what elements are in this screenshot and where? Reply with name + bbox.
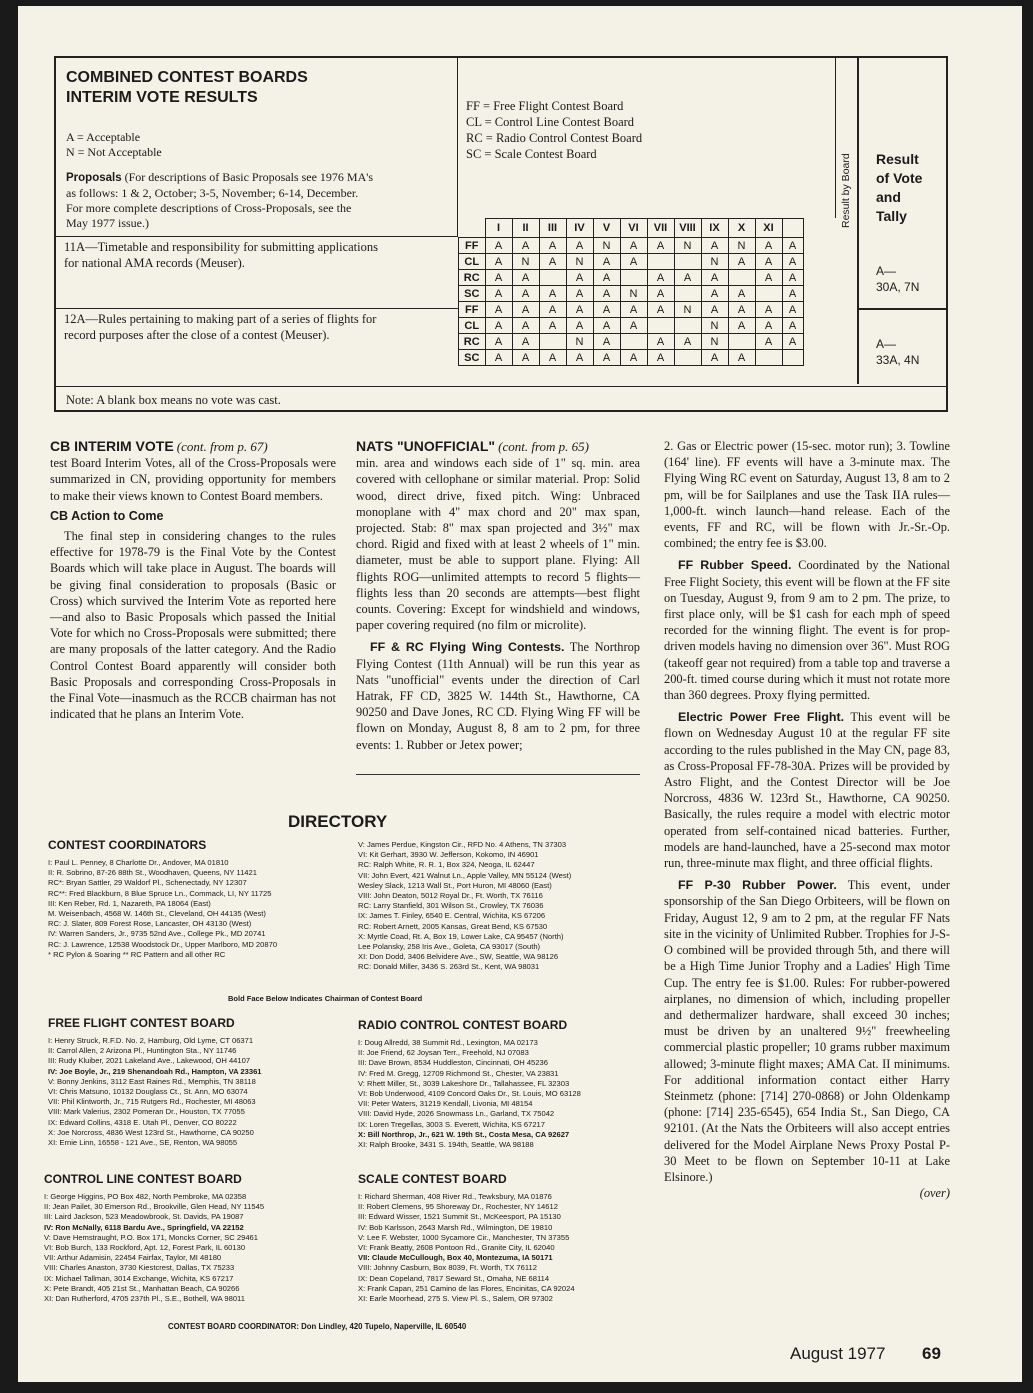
- directory-entry: II: R. Sobrino, 87-26 88th St., Woodhaven, Queens, NY 11421: [48, 868, 257, 878]
- scale-heading: SCALE CONTEST BOARD: [358, 1172, 507, 1186]
- vote-cell: N: [674, 238, 701, 254]
- vote-row: [459, 302, 804, 318]
- proposal-12a: [56, 308, 458, 386]
- vote-cell: N: [620, 286, 647, 302]
- vote-cell: A: [647, 334, 674, 350]
- tally-12a: A— 33A, 4N: [876, 337, 920, 367]
- vote-cell: A: [620, 238, 647, 254]
- directory-entry: Lee Polansky, 258 Iris Ave., Goleta, CA 93017 (South): [358, 942, 541, 952]
- directory-entry: II: Jean Pailet, 30 Emerson Rd., Brookville, Glen Head, NY 11545: [44, 1202, 265, 1212]
- vote-row: [459, 238, 804, 254]
- votes-header-row: [459, 219, 804, 238]
- board-label: CL: [459, 318, 486, 334]
- vote-cell: N: [512, 254, 539, 270]
- article-cb-interim: [50, 438, 336, 722]
- directory-entry: VII: Arthur Adamisin, 22454 Fairfax, Taylor, MI 48180: [44, 1253, 222, 1263]
- vote-cell: [539, 270, 566, 286]
- vote-cell: A: [512, 318, 539, 334]
- vote-cell: N: [566, 254, 593, 270]
- vote-cell: A: [539, 318, 566, 334]
- vote-cell: A: [512, 334, 539, 350]
- directory-entry: V: James Perdue, Kingston Cir., RFD No. 4 Athens, TN 37303: [358, 840, 567, 849]
- vote-row: [459, 270, 804, 286]
- vote-cell: A: [647, 270, 674, 286]
- directory-entry: III: Rudy Kluiber, 2021 Lakeland Ave., Lakewood, OH 44107: [48, 1056, 251, 1066]
- directory-entry: VII: John Evert, 421 Walnut Ln., Apple Valley, MN 55124 (West): [358, 870, 572, 880]
- directory-entry: VI: Chris Matsuno, 10132 Douglass Ct., St. Ann, MO 63074: [48, 1087, 248, 1097]
- bold-face-note: Bold Face Below Indicates Chairman of Contest Board: [228, 994, 423, 1003]
- board-label: SC: [459, 286, 486, 302]
- directory-entry: XI: Earle Moorhead, 275 S. View Pl. S., Salem, OR 97302: [358, 1294, 553, 1304]
- vote-cell: [647, 254, 674, 270]
- electric-power-paragraph: Electric Power Free Flight. This event will be flown on Wednesday August 10 at the regular FF site according to the rules published in the May CN, page 83, as Cross-Proposal FF-78-30A. Prizes will be provided by Astro Flight, and the Contest Director will be Joe Norcross, 4836 W. 123rd St., Hawthorne, CA 90250. Basically, the rules require a model with electric motor operated from self-contained nicad batteries. Further, models are hand-launched, have a 25-second max motor run, three-minute max flight, and three official flights.: [664, 710, 950, 871]
- over-label: (over): [919, 1186, 950, 1201]
- vote-cell: [539, 334, 566, 350]
- proposals-text-4: May 1977 issue.): [66, 216, 149, 230]
- vote-cell: A: [755, 270, 782, 286]
- directory-entry: IV: Bob Karlsson, 2643 Marsh Rd., Wilmington, DE 19810: [358, 1222, 553, 1232]
- vote-cell: A: [566, 270, 593, 286]
- vote-cell: A: [593, 350, 620, 366]
- column-header: II: [512, 219, 539, 238]
- vote-cell: A: [728, 318, 755, 334]
- table-title-line2: INTERIM VOTE RESULTS: [66, 89, 258, 106]
- board-result-cell: A: [782, 270, 803, 286]
- board-label: CL: [459, 254, 486, 270]
- vote-cell: [620, 334, 647, 350]
- vote-cell: A: [674, 270, 701, 286]
- vote-cell: A: [701, 238, 728, 254]
- contest-coordinators-heading: CONTEST COORDINATORS: [48, 838, 207, 852]
- directory-entry: RC: Ralph White, R. R. 1, Box 324, Neoga, IL 62447: [358, 860, 535, 870]
- directory-entry: I: Paul L. Penney, 8 Charlotte Dr., Andover, MA 01810: [48, 858, 229, 867]
- directory-entry: X: Bill Northrop, Jr., 621 W. 19th St., Costa Mesa, CA 92627: [358, 1129, 570, 1139]
- vote-cell: N: [701, 334, 728, 350]
- directory-entry: III: Edward Wisser, 1521 Summit St., McKeesport, PA 15130: [358, 1212, 561, 1222]
- scale-list: [358, 1192, 658, 1304]
- vote-cell: A: [593, 286, 620, 302]
- vote-cell: A: [674, 334, 701, 350]
- directory-entry: V: Lee F. Webster, 1000 Sycamore Cir., Manchester, TN 37355: [358, 1232, 570, 1242]
- votes-grid: [458, 218, 804, 366]
- board-label: RC: [459, 270, 486, 286]
- rubber-speed-paragraph: FF Rubber Speed. Coordinated by the National Free Flight Society, this event will be flown at the FF site on Tuesday, August 9, from 9 am to 2 pm. The prize, to first place only, will be $1 cash for each mph of speed recorded for the winning flight. The event is for prop-driven models having no dimension over 36". Must ROG (takeoff gear not required) from a table top and traverse a 200-ft. timed course during which it must not rotate more than 360 degrees. Proxy flying permitted.: [664, 558, 950, 703]
- column-header: VI: [620, 219, 647, 238]
- vote-cell: N: [593, 238, 620, 254]
- result-tally-header: Result of Vote and Tally: [876, 151, 923, 224]
- vote-cell: A: [512, 350, 539, 366]
- directory-entry: I: Doug Allredd, 38 Summit Rd., Lexington, MA 02173: [358, 1038, 538, 1047]
- legend-not-acceptable: N = Not Acceptable: [66, 145, 162, 159]
- vote-cell: A: [512, 286, 539, 302]
- vote-cell: A: [512, 302, 539, 318]
- directory-entry: II: Robert Clemens, 95 Shoreway Dr., Rochester, NY 14612: [358, 1202, 558, 1212]
- directory-entry: * RC Pylon & Soaring ** RC Pattern and all other RC: [48, 949, 226, 959]
- directory-entry: III: Laird Jackson, 523 Meadowbrook, St. Davids, PA 19087: [44, 1212, 244, 1222]
- column-header: VIII: [674, 219, 701, 238]
- vote-cell: A: [485, 286, 512, 302]
- vote-cell: [728, 270, 755, 286]
- column-header: VII: [647, 219, 674, 238]
- board-legend: [458, 58, 836, 218]
- directory-entry: VI: Kit Gerhart, 3930 W. Jefferson, Kokomo, IN 46901: [358, 850, 539, 860]
- vote-cell: A: [512, 270, 539, 286]
- directory-title: DIRECTORY: [288, 812, 388, 831]
- result-by-board-label: Result by Board: [840, 153, 852, 228]
- vote-cell: A: [593, 302, 620, 318]
- footer-date: August 1977: [790, 1344, 886, 1363]
- directory-entry: VIII: David Hyde, 2026 Snowmass Ln., Garland, TX 75042: [358, 1109, 555, 1119]
- vote-cell: A: [593, 334, 620, 350]
- vote-cell: A: [620, 254, 647, 270]
- directory-entry: X: Myrtle Coad, Rt. A, Box 19, Lower Lake, CA 95457 (North): [358, 931, 564, 941]
- vote-cell: A: [566, 318, 593, 334]
- proposals-text-3: For more complete descriptions of Cross-Proposals, see the: [66, 201, 352, 215]
- vote-cell: A: [647, 286, 674, 302]
- vote-cell: [674, 318, 701, 334]
- article-nats-unofficial: [356, 438, 640, 753]
- directory-entry: I: George Higgins, PO Box 482, North Pembroke, MA 02358: [44, 1192, 247, 1201]
- directory-entry: IV: Ron McNally, 6118 Bardu Ave., Springfield, VA 22152: [44, 1222, 244, 1232]
- vote-cell: N: [728, 238, 755, 254]
- directory-entry: X: Pete Brandt, 405 21st St., Manhattan Beach, CA 90266: [44, 1283, 240, 1293]
- radio-control-heading: RADIO CONTROL CONTEST BOARD: [358, 1018, 568, 1032]
- article-right-column: [664, 438, 950, 1201]
- directory-entry: XI: Dan Rutherford, 4705 237th Pl., S.E., Bothell, WA 98011: [44, 1294, 245, 1304]
- vote-cell: A: [701, 270, 728, 286]
- proposal-12a-line1: 12A—Rules pertaining to making part of a series of flights for: [64, 312, 377, 326]
- vote-cell: A: [647, 302, 674, 318]
- vote-cell: A: [593, 254, 620, 270]
- vote-cell: N: [566, 334, 593, 350]
- vote-cell: [674, 254, 701, 270]
- directory-entry: V: Bonny Jenkins, 3112 East Raines Rd., Memphis, TN 38118: [48, 1076, 256, 1086]
- directory-entry: VI: Frank Beatty, 2608 Pontoon Rd., Granite City, IL 62040: [358, 1243, 555, 1253]
- vote-cell: A: [485, 270, 512, 286]
- vote-cell: A: [728, 350, 755, 366]
- vote-cell: N: [701, 318, 728, 334]
- board-result-cell: [782, 350, 803, 366]
- vote-cell: A: [566, 302, 593, 318]
- directory-entry: V: Dave Hemstraught, P.O. Box 171, Moncks Corner, SC 29461: [44, 1232, 258, 1242]
- vote-results-table: [54, 56, 948, 412]
- directory-entry: IV: Warren Sanders, Jr., 9735 52nd Ave., College Pk., MD 20741: [48, 929, 266, 939]
- vote-row: [459, 254, 804, 270]
- vote-cell: A: [485, 334, 512, 350]
- vote-cell: [620, 270, 647, 286]
- cb-paragraph-2: The final step in considering changes to the rules effective for 1978-79 is the Final Vote by the Contest Boards which will take place in August. The boards will be giving final consideration to proposals (Basic or Cross) which survived the Interim Vote as reported here—and also to Basic Proposals which passed the Initial Vote for which no Cross-Proposals were submitted; there are many proposals of the latter category. And the Radio Control Contest Board apparently will consider both Basic Proposals and corresponding Cross-Proposals in the Final Vote—inasmuch as the RCCB chairman has not indicated that he plans an Interim Vote.: [50, 529, 336, 722]
- legend-sc: SC = Scale Contest Board: [466, 147, 597, 161]
- vote-row: [459, 350, 804, 366]
- board-result-cell: A: [782, 318, 803, 334]
- vote-cell: A: [512, 238, 539, 254]
- directory-entry: VI: Bob Underwood, 4109 Concord Oaks Dr., St. Louis, MO 63128: [358, 1089, 581, 1099]
- vote-cell: A: [728, 286, 755, 302]
- directory-entry: II: Joe Friend, 62 Joysan Terr., Freehold, NJ 07083: [358, 1048, 529, 1058]
- vote-cell: A: [701, 286, 728, 302]
- directory-entry: V: Rhett Miller, St., 3039 Lakeshore Dr., Tallahassee, FL 32303: [358, 1078, 570, 1088]
- proposals-text-2: as follows: 1 & 2, October; 3-5, November; 6-14, December.: [66, 186, 359, 200]
- proposal-12a-line2: record purposes after the close of a contest (Meuser).: [64, 328, 330, 342]
- vote-cell: A: [539, 350, 566, 366]
- vote-cell: A: [539, 302, 566, 318]
- directory-entry: VII: Claude McCullough, Box 40, Montezuma, IA 50171: [358, 1253, 553, 1263]
- vote-cell: A: [485, 254, 512, 270]
- nats-paragraph-1: min. area and windows each side of 1" sq. min. area covered with cellophane or similar material. Prop: Solid wood, direct drive, fixed pitch. Wing: Unbraced monoplane with 4" max chord and 20" max span, projected. Stab: 8" max span projected and 3½" max chord. Rigid and fixed with at least 2 wheels of 1" min. diameter, must be able to support plane. Flying: All flights ROG—unlimited attempts to record 5 flights—flights less than 20 seconds are attempts—best flight counts. Covering: Except for windshield and windows, paper covering required (no film or microlite).: [356, 456, 640, 633]
- control-line-heading: CONTROL LINE CONTEST BOARD: [44, 1172, 242, 1186]
- cb-heading: CB INTERIM VOTE (cont. from p. 67): [50, 438, 268, 454]
- board-result-cell: A: [782, 334, 803, 350]
- directory-entry: XI: Don Dodd, 3406 Belvidere Ave., SW, Seattle, WA 98126: [358, 952, 559, 962]
- vote-cell: A: [485, 238, 512, 254]
- vote-cell: [755, 286, 782, 302]
- vote-cell: A: [593, 318, 620, 334]
- vote-cell: A: [755, 334, 782, 350]
- directory-entry: VII: Phil Klintworth, Jr., 715 Rutgers Rd., Rochester, MI 48063: [48, 1097, 256, 1107]
- proposal-11a-line1: 11A—Timetable and responsibility for submitting applications: [64, 240, 378, 254]
- radio-control-list: [358, 1038, 658, 1150]
- proposals-text-1: (For descriptions of Basic Proposals see 1976 MA's: [124, 170, 374, 184]
- directory-entry: M. Weisenbach, 4568 W. 146th St., Cleveland, OH 44135 (West): [48, 909, 266, 919]
- vote-cell: A: [755, 318, 782, 334]
- legend-acceptable: A = Acceptable: [66, 130, 141, 144]
- legend-cl: CL = Control Line Contest Board: [466, 115, 635, 129]
- vote-cell: [674, 350, 701, 366]
- board-label: FF: [459, 238, 486, 254]
- free-flight-list: [48, 1036, 354, 1148]
- directory-entry: X: Joe Norcross, 4836 West 123rd St., Hawthorne, CA 90250: [48, 1127, 254, 1137]
- directory-entry: X: Frank Capan, 251 Camino de las Flores, Encinitas, CA 92024: [358, 1283, 575, 1293]
- vote-cell: A: [566, 350, 593, 366]
- vote-cell: A: [647, 350, 674, 366]
- page-number: 69: [922, 1344, 941, 1363]
- directory-entry: RC*: Bryan Sattler, 29 Waldorf Pl., Schenectady, NY 12307: [48, 878, 247, 888]
- contest-coordinators-right: [358, 840, 658, 973]
- directory-entry: RC: J. Lawrence, 12538 Woodstock Dr., Upper Marlboro, MD 20870: [48, 939, 278, 949]
- vote-cell: A: [539, 238, 566, 254]
- coordinator-line: CONTEST BOARD COORDINATOR: Don Lindley, 420 Tupelo, Naperville, IL 60540: [168, 1322, 467, 1331]
- vote-cell: [755, 350, 782, 366]
- directory-entry: VIII: Charles Anaston, 3730 Kiestcrest, Dallas, TX 75233: [44, 1263, 235, 1273]
- column-header: V: [593, 219, 620, 238]
- control-line-list: [44, 1192, 354, 1304]
- table-title-line1: COMBINED CONTEST BOARDS: [66, 69, 308, 86]
- vote-cell: A: [485, 350, 512, 366]
- directory-entry: XI: Ernie Linn, 16558 - 121 Ave., SE, Renton, WA 98055: [48, 1138, 238, 1148]
- vote-row: [459, 286, 804, 302]
- vote-cell: A: [593, 270, 620, 286]
- vote-cell: [674, 286, 701, 302]
- right-paragraph-0: 2. Gas or Electric power (15-sec. motor run); 3. Towline (164' line). FF events will have a 3-minute max. The Flying Wing RC event on Saturday, August 13, 8 am to 2 pm, will be for Sailplanes and use the Task IIA rules—1,000-ft. winch launch—hand release. Each of the events, FF and RC, will be flown with Jr.-Sr.-Op. combined; the entry fee is $3.00.: [664, 439, 950, 551]
- column-header: III: [539, 219, 566, 238]
- column-header: IX: [701, 219, 728, 238]
- vote-cell: A: [566, 238, 593, 254]
- table-note: Note: A blank box means no vote was cast.: [56, 386, 946, 412]
- board-result-cell: A: [782, 302, 803, 318]
- vote-cell: A: [620, 350, 647, 366]
- directory-entry: RC: Donald Miller, 3436 S. 263rd St., Kent, WA 98031: [358, 962, 540, 972]
- directory-entry: RC**: Fred Blackburn, 8 Blue Spruce Ln., Commack, LI, NY 11725: [48, 888, 272, 898]
- cb-paragraph-1: test Board Interim Votes, all of the Cross-Proposals were summarized in CN, providing opportunity for members to make their views known to Contest Board members.: [50, 456, 336, 503]
- board-label: FF: [459, 302, 486, 318]
- vote-cell: A: [539, 254, 566, 270]
- nats-heading: NATS "UNOFFICIAL" (cont. from p. 65): [356, 438, 589, 454]
- column-header: I: [485, 219, 512, 238]
- board-label: RC: [459, 334, 486, 350]
- vote-cell: A: [620, 302, 647, 318]
- directory-entry: RC: J. Slater, 809 Forest Rose, Lancaster, OH 43130 (West): [48, 919, 252, 929]
- column-header: IV: [566, 219, 593, 238]
- proposal-11a-line2: for national AMA records (Meuser).: [64, 256, 245, 270]
- directory-entry: I: Henry Struck, R.F.D. No. 2, Hamburg, Old Lyme, CT 06371: [48, 1036, 254, 1045]
- magazine-page: [18, 6, 1022, 1382]
- vote-cell: A: [620, 318, 647, 334]
- vote-cell: [647, 318, 674, 334]
- free-flight-heading: FREE FLIGHT CONTEST BOARD: [48, 1016, 235, 1030]
- directory-entry: II: Carrol Allen, 2 Arizona Pl., Huntington Sta., NY 11746: [48, 1046, 237, 1056]
- vote-cell: A: [755, 238, 782, 254]
- vote-cell: A: [485, 302, 512, 318]
- directory-entry: RC: Robert Arnett, 2005 Kansas, Great Bend, KS 67530: [358, 921, 548, 931]
- contest-coordinators-left: [48, 858, 354, 960]
- directory-entry: IX: Dean Copeland, 7817 Seward St., Omaha, NE 68114: [358, 1273, 550, 1283]
- directory-entry: VIII: Mark Valerius, 2302 Pomeran Dr., Houston, TX 77055: [48, 1107, 245, 1117]
- vote-cell: A: [728, 302, 755, 318]
- directory-entry: VIII: John Deaton, 5012 Royal Dr., Ft. Worth, TX 76116: [358, 891, 543, 901]
- proposals-label: Proposals: [66, 172, 122, 184]
- column-header: XI: [755, 219, 782, 238]
- cb-subhead: CB Action to Come: [50, 508, 164, 523]
- directory-entry: RC: Larry Stanfield, 301 Wilson St., Crowley, TX 76036: [358, 901, 544, 911]
- board-result-cell: A: [782, 286, 803, 302]
- vote-row: [459, 334, 804, 350]
- directory-entry: VIII: Johnny Casburn, Box 8039, Ft. Worth, TX 76112: [358, 1263, 537, 1273]
- vote-cell: A: [701, 302, 728, 318]
- vote-cell: A: [755, 254, 782, 270]
- directory-entry: Wesley Slack, 1213 Wall St., Port Huron, MI 48060 (East): [358, 880, 552, 890]
- vote-cell: A: [647, 238, 674, 254]
- board-result-cell: A: [782, 254, 803, 270]
- directory-entry: IV: Joe Boyle, Jr., 219 Shenandoah Rd., Hampton, VA 23361: [48, 1066, 262, 1076]
- directory-entry: III: Ken Reber, Rd. 1, Nazareth, PA 18064 (East): [48, 898, 211, 908]
- nats-paragraph-2: FF & RC Flying Wing Contests. The Northrop Flying Contest (11th Annual) will be run this year as Nats "unofficial" events under the direction of Carl Hatrak, FF CD, 3825 W. 144th St., Hawthorne, CA 90250 and Dave Jones, RC CD. Flying Wing FF will be flown on Monday, August 8, 8 am to 2 pm, for three events: 1. Rubber or Jetex power;: [356, 640, 640, 752]
- vote-cell: A: [566, 286, 593, 302]
- table-header-left: [56, 58, 458, 236]
- directory-entry: IX: James T. Finley, 6540 E. Central, Wichita, KS 67206: [358, 911, 546, 921]
- directory-entry: III: Dave Brown, 8534 Huddleston, Cincinnati, OH 45236: [358, 1058, 548, 1068]
- vote-cell: N: [674, 302, 701, 318]
- vote-row: [459, 318, 804, 334]
- tally-11a: A— 30A, 7N: [876, 264, 920, 294]
- board-result-cell: A: [782, 238, 803, 254]
- vote-cell: A: [701, 350, 728, 366]
- directory-entry: IX: Edward Collins, 4318 E. Utah Pl., Denver, CO 80222: [48, 1117, 237, 1127]
- legend-rc: RC = Radio Control Contest Board: [466, 131, 643, 145]
- vote-cell: A: [539, 286, 566, 302]
- vote-cell: A: [728, 254, 755, 270]
- directory-entry: IX: Loren Tregellas, 3003 S. Everett, Wichita, KS 67217: [358, 1119, 545, 1129]
- proposals-note: [66, 170, 451, 231]
- directory-entry: VII: Peter Waters, 31219 Kendall, Livonia, MI 48154: [358, 1099, 533, 1109]
- p30-paragraph: FF P-30 Rubber Power. This event, under sponsorship of the San Diego Orbiteers, will be flown on Friday, August 12, 9 am to 2 pm, at the regular FF Nats site in the vicinity of Unlimited Rubber. Trophies for J-S-O combined will be provided through 5th, and there will be a High Time Junior Trophy and a Ladies' High Time Cup. The entry fee is $1.00. Rules: For rubber-powered airplanes, no dimension of which, including propeller and dethermalizer hardware, shall exceed 30 inches; must be driven by an unaltered 9½" freewheeling commercial plastic propeller; 10 grams rubber maximum allowed; 3-minute flight maxes; AMA Cat. II minimums. For additional information contact either Harry Steinmetz (phone: [714] 270-0868) or John Oldenkamp (phone: [714] 235-6545), 654 India St., San Diego, CA 92101. (At the Nats the Orbiteers will also accept entries delivered for the Model Airplane News Proxy Postal P-30 Meet to be flown on September 10-11 at Lake Elsinore.): [664, 878, 951, 1184]
- directory-entry: IX: Michael Tallman, 3014 Exchange, Wichita, KS 67217: [44, 1273, 234, 1283]
- directory-entry: I: Richard Sherman, 408 River Rd., Tewksbury, MA 01876: [358, 1192, 552, 1201]
- directory-entry: VI: Bob Burch, 133 Rockford, Apt. 12, Forest Park, IL 60130: [44, 1243, 246, 1253]
- board-label: SC: [459, 350, 486, 366]
- legend-ff: FF = Free Flight Contest Board: [466, 99, 624, 113]
- proposal-11a: [56, 236, 458, 308]
- directory-entry: IV: Fred M. Gregg, 12709 Richmond St., Chester, VA 23831: [358, 1068, 559, 1078]
- vote-cell: A: [485, 318, 512, 334]
- directory-entry: XI: Ralph Brooke, 3431 S. 194th, Seattle, WA 98188: [358, 1140, 534, 1150]
- vote-cell: A: [755, 302, 782, 318]
- vote-cell: [728, 334, 755, 350]
- column-header: X: [728, 219, 755, 238]
- vote-cell: N: [701, 254, 728, 270]
